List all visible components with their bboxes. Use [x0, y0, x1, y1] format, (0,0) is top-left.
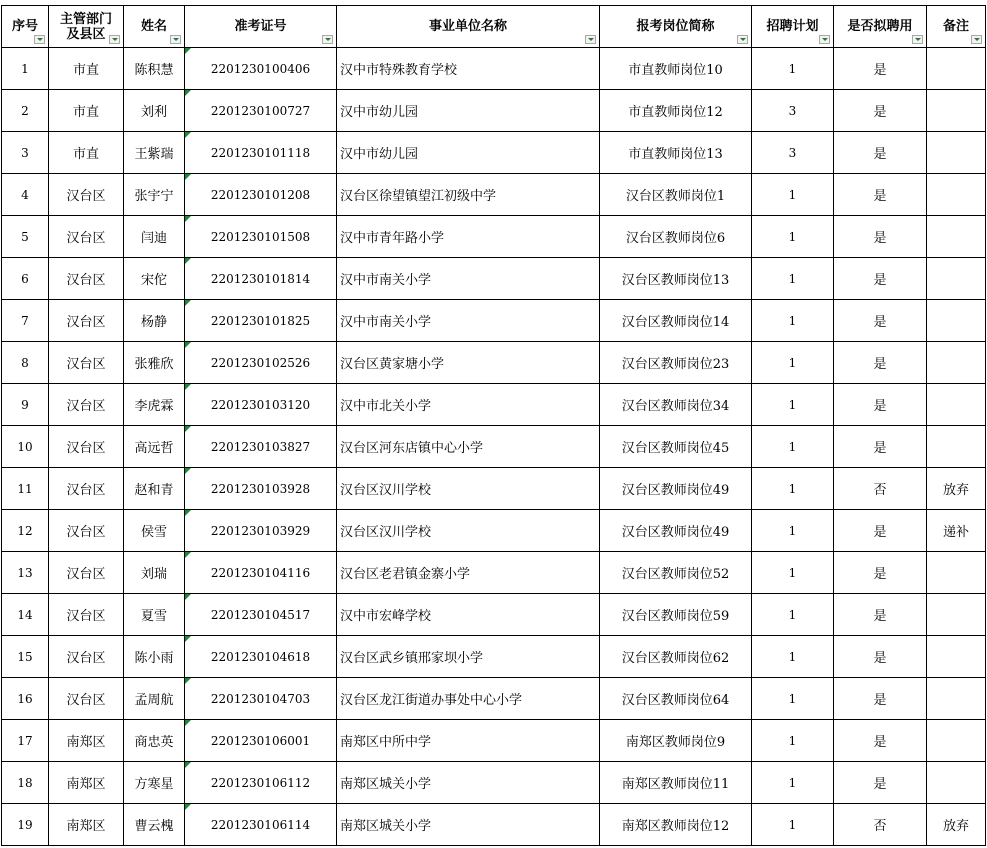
text-number-marker-icon [185, 426, 191, 432]
column-header-name [124, 6, 185, 48]
cell-exam-id[interactable]: 2201230103929 [185, 510, 337, 552]
cell-remark[interactable] [927, 174, 986, 216]
cell-exam-id[interactable]: 2201230103120 [185, 384, 337, 426]
cell-unit-name[interactable]: 汉中市南关小学 [337, 258, 600, 300]
table-row [2, 48, 986, 90]
column-header-label: 准考证号 [234, 19, 287, 34]
table-row [2, 510, 986, 552]
cell-seq[interactable]: 4 [2, 174, 49, 216]
column-header-department [49, 6, 124, 48]
cell-remark[interactable] [927, 258, 986, 300]
cell-plan[interactable]: 1 [752, 636, 834, 678]
cell-seq[interactable]: 13 [2, 552, 49, 594]
cell-department[interactable]: 南郑区 [49, 720, 124, 762]
table-row [2, 132, 986, 174]
cell-remark[interactable] [927, 636, 986, 678]
table-row [2, 174, 986, 216]
cell-position[interactable]: 汉台区教师岗位52 [600, 552, 752, 594]
cell-unit-name[interactable]: 汉台区武乡镇邢家坝小学 [337, 636, 600, 678]
table-row [2, 426, 986, 468]
filter-dropdown-icon[interactable] [585, 35, 596, 44]
column-header-label: 事业单位名称 [428, 19, 507, 34]
cell-seq[interactable]: 3 [2, 132, 49, 174]
cell-exam-id[interactable]: 2201230104116 [185, 552, 337, 594]
cell-hire[interactable]: 是 [834, 426, 927, 468]
cell-plan[interactable]: 1 [752, 48, 834, 90]
cell-name[interactable]: 商忠英 [124, 720, 185, 762]
cell-plan[interactable]: 1 [752, 342, 834, 384]
column-header-label: 主管部门 及县区 [59, 11, 112, 42]
cell-plan[interactable]: 1 [752, 426, 834, 468]
cell-position[interactable]: 市直教师岗位10 [600, 48, 752, 90]
cell-position[interactable]: 汉台区教师岗位13 [600, 258, 752, 300]
cell-exam-id[interactable]: 2201230104517 [185, 594, 337, 636]
cell-remark[interactable] [927, 426, 986, 468]
cell-hire[interactable]: 是 [834, 720, 927, 762]
cell-department[interactable]: 汉台区 [49, 678, 124, 720]
cell-remark[interactable] [927, 594, 986, 636]
cell-department[interactable]: 汉台区 [49, 300, 124, 342]
cell-department[interactable]: 南郑区 [49, 762, 124, 804]
cell-position[interactable]: 汉台区教师岗位23 [600, 342, 752, 384]
cell-remark[interactable] [927, 342, 986, 384]
cell-department[interactable]: 汉台区 [49, 342, 124, 384]
cell-seq[interactable]: 10 [2, 426, 49, 468]
cell-name[interactable]: 杨静 [124, 300, 185, 342]
cell-department[interactable]: 汉台区 [49, 468, 124, 510]
cell-position[interactable]: 南郑区教师岗位9 [600, 720, 752, 762]
cell-name[interactable]: 王紫瑞 [124, 132, 185, 174]
filter-dropdown-icon[interactable] [170, 35, 181, 44]
cell-exam-id[interactable]: 2201230100727 [185, 90, 337, 132]
cell-position[interactable]: 南郑区教师岗位12 [600, 804, 752, 846]
cell-unit-name[interactable]: 汉中市南关小学 [337, 300, 600, 342]
cell-position[interactable]: 汉台区教师岗位6 [600, 216, 752, 258]
filter-dropdown-icon[interactable] [109, 35, 120, 44]
cell-unit-name[interactable]: 汉台区汉川学校 [337, 510, 600, 552]
cell-unit-name[interactable]: 汉台区汉川学校 [337, 468, 600, 510]
cell-department[interactable]: 汉台区 [49, 216, 124, 258]
cell-name[interactable]: 赵和青 [124, 468, 185, 510]
cell-department[interactable]: 市直 [49, 90, 124, 132]
results-table [1, 5, 986, 846]
cell-hire[interactable]: 是 [834, 216, 927, 258]
text-number-marker-icon [185, 174, 191, 180]
cell-department[interactable]: 汉台区 [49, 258, 124, 300]
cell-seq[interactable]: 14 [2, 594, 49, 636]
cell-exam-id[interactable]: 2201230106112 [185, 762, 337, 804]
cell-name[interactable]: 陈小雨 [124, 636, 185, 678]
cell-department[interactable]: 汉台区 [49, 426, 124, 468]
cell-unit-name[interactable]: 汉台区老君镇金寨小学 [337, 552, 600, 594]
cell-position[interactable]: 汉台区教师岗位45 [600, 426, 752, 468]
cell-seq[interactable]: 18 [2, 762, 49, 804]
cell-hire[interactable]: 是 [834, 384, 927, 426]
cell-exam-id[interactable]: 2201230106001 [185, 720, 337, 762]
cell-unit-name[interactable]: 汉中市幼儿园 [337, 132, 600, 174]
cell-unit-name[interactable]: 汉中市青年路小学 [337, 216, 600, 258]
table-row [2, 636, 986, 678]
table-row [2, 300, 986, 342]
cell-name[interactable]: 李虎霖 [124, 384, 185, 426]
cell-plan[interactable]: 1 [752, 300, 834, 342]
cell-department[interactable]: 汉台区 [49, 594, 124, 636]
cell-hire[interactable]: 是 [834, 342, 927, 384]
text-number-marker-icon [185, 510, 191, 516]
cell-exam-id[interactable]: 2201230100406 [185, 48, 337, 90]
cell-seq[interactable]: 1 [2, 48, 49, 90]
cell-plan[interactable]: 1 [752, 174, 834, 216]
cell-position[interactable]: 汉台区教师岗位64 [600, 678, 752, 720]
cell-plan[interactable]: 1 [752, 678, 834, 720]
table-row [2, 678, 986, 720]
cell-name[interactable]: 刘利 [124, 90, 185, 132]
cell-plan[interactable]: 3 [752, 132, 834, 174]
column-header-label: 招聘计划 [766, 19, 819, 34]
table-row [2, 384, 986, 426]
table-row [2, 90, 986, 132]
cell-name[interactable]: 张宇宁 [124, 174, 185, 216]
cell-seq[interactable]: 7 [2, 300, 49, 342]
cell-department[interactable]: 汉台区 [49, 510, 124, 552]
cell-remark[interactable] [927, 90, 986, 132]
cell-name[interactable]: 刘瑞 [124, 552, 185, 594]
table-row [2, 216, 986, 258]
cell-hire[interactable]: 否 [834, 804, 927, 846]
cell-seq[interactable]: 8 [2, 342, 49, 384]
cell-remark[interactable] [927, 552, 986, 594]
text-number-marker-icon [185, 90, 191, 96]
cell-hire[interactable]: 否 [834, 468, 927, 510]
cell-remark[interactable]: 放弃 [927, 468, 986, 510]
cell-position[interactable]: 汉台区教师岗位49 [600, 510, 752, 552]
cell-exam-id[interactable]: 2201230106114 [185, 804, 337, 846]
cell-seq[interactable]: 6 [2, 258, 49, 300]
cell-hire[interactable]: 是 [834, 594, 927, 636]
column-header-remark [927, 6, 986, 48]
column-header-label: 是否拟聘用 [847, 19, 913, 34]
cell-plan[interactable]: 1 [752, 552, 834, 594]
cell-plan[interactable]: 1 [752, 762, 834, 804]
cell-plan[interactable]: 1 [752, 594, 834, 636]
cell-position[interactable]: 汉台区教师岗位49 [600, 468, 752, 510]
cell-exam-id[interactable]: 2201230101208 [185, 174, 337, 216]
table-row [2, 258, 986, 300]
text-number-marker-icon [185, 720, 191, 726]
text-number-marker-icon [185, 48, 191, 54]
cell-exam-id[interactable]: 2201230104703 [185, 678, 337, 720]
cell-hire[interactable]: 是 [834, 174, 927, 216]
table-row [2, 804, 986, 846]
cell-department[interactable]: 汉台区 [49, 174, 124, 216]
cell-unit-name[interactable]: 南郑区城关小学 [337, 804, 600, 846]
cell-department[interactable]: 市直 [49, 132, 124, 174]
text-number-marker-icon [185, 804, 191, 810]
cell-plan[interactable]: 1 [752, 468, 834, 510]
cell-name[interactable]: 夏雪 [124, 594, 185, 636]
cell-remark[interactable] [927, 132, 986, 174]
column-header-exam-id [185, 6, 337, 48]
cell-seq[interactable]: 17 [2, 720, 49, 762]
filter-dropdown-icon[interactable] [819, 35, 830, 44]
text-number-marker-icon [185, 132, 191, 138]
cell-unit-name[interactable]: 南郑区城关小学 [337, 762, 600, 804]
cell-name[interactable]: 闫迪 [124, 216, 185, 258]
cell-unit-name[interactable]: 汉中市幼儿园 [337, 90, 600, 132]
cell-hire[interactable]: 是 [834, 678, 927, 720]
cell-remark[interactable] [927, 48, 986, 90]
cell-position[interactable]: 市直教师岗位13 [600, 132, 752, 174]
table-row [2, 342, 986, 384]
cell-remark[interactable] [927, 384, 986, 426]
text-number-marker-icon [185, 342, 191, 348]
cell-exam-id[interactable]: 2201230101814 [185, 258, 337, 300]
cell-exam-id[interactable]: 2201230103928 [185, 468, 337, 510]
cell-plan[interactable]: 1 [752, 720, 834, 762]
cell-position[interactable]: 汉台区教师岗位62 [600, 636, 752, 678]
cell-unit-name[interactable]: 汉台区徐望镇望江初级中学 [337, 174, 600, 216]
cell-unit-name[interactable]: 汉中市北关小学 [337, 384, 600, 426]
text-number-marker-icon [185, 552, 191, 558]
cell-exam-id[interactable]: 2201230102526 [185, 342, 337, 384]
text-number-marker-icon [185, 762, 191, 768]
cell-plan[interactable]: 1 [752, 804, 834, 846]
filter-dropdown-icon[interactable] [912, 35, 923, 44]
cell-department[interactable]: 市直 [49, 48, 124, 90]
cell-plan[interactable]: 1 [752, 384, 834, 426]
cell-plan[interactable]: 1 [752, 510, 834, 552]
cell-department[interactable]: 汉台区 [49, 636, 124, 678]
filter-dropdown-icon[interactable] [34, 35, 45, 44]
text-number-marker-icon [185, 468, 191, 474]
cell-department[interactable]: 汉台区 [49, 552, 124, 594]
text-number-marker-icon [185, 678, 191, 684]
cell-exam-id[interactable]: 2201230101118 [185, 132, 337, 174]
cell-exam-id[interactable]: 2201230101508 [185, 216, 337, 258]
column-header-hire [834, 6, 927, 48]
column-header-label: 报考岗位简称 [636, 19, 715, 34]
column-header-label: 姓名 [140, 19, 167, 34]
cell-remark[interactable] [927, 216, 986, 258]
cell-position[interactable]: 市直教师岗位12 [600, 90, 752, 132]
cell-position[interactable]: 汉台区教师岗位59 [600, 594, 752, 636]
cell-unit-name[interactable]: 汉中市特殊教育学校 [337, 48, 600, 90]
cell-unit-name[interactable]: 汉台区黄家塘小学 [337, 342, 600, 384]
cell-name[interactable]: 陈积慧 [124, 48, 185, 90]
filter-dropdown-icon[interactable] [322, 35, 333, 44]
filter-dropdown-icon[interactable] [971, 35, 982, 44]
cell-plan[interactable]: 3 [752, 90, 834, 132]
cell-hire[interactable]: 是 [834, 48, 927, 90]
filter-dropdown-icon[interactable] [737, 35, 748, 44]
table-row [2, 762, 986, 804]
column-header-unit-name [337, 6, 600, 48]
cell-hire[interactable]: 是 [834, 258, 927, 300]
cell-name[interactable]: 侯雪 [124, 510, 185, 552]
table-row [2, 468, 986, 510]
cell-remark[interactable]: 放弃 [927, 804, 986, 846]
cell-seq[interactable]: 11 [2, 468, 49, 510]
cell-exam-id[interactable]: 2201230104618 [185, 636, 337, 678]
column-header-label: 序号 [11, 19, 38, 34]
cell-unit-name[interactable]: 汉台区河东店镇中心小学 [337, 426, 600, 468]
cell-exam-id[interactable]: 2201230103827 [185, 426, 337, 468]
cell-exam-id[interactable]: 2201230101825 [185, 300, 337, 342]
cell-name[interactable]: 曹云槐 [124, 804, 185, 846]
column-header-seq [2, 6, 49, 48]
column-header-label: 备注 [942, 19, 969, 34]
text-number-marker-icon [185, 216, 191, 222]
table-body [2, 48, 986, 846]
cell-position[interactable]: 汉台区教师岗位1 [600, 174, 752, 216]
column-header-plan [752, 6, 834, 48]
text-number-marker-icon [185, 258, 191, 264]
table-row [2, 594, 986, 636]
cell-position[interactable]: 汉台区教师岗位14 [600, 300, 752, 342]
cell-seq[interactable]: 5 [2, 216, 49, 258]
cell-hire[interactable]: 是 [834, 762, 927, 804]
cell-department[interactable]: 南郑区 [49, 804, 124, 846]
cell-remark[interactable]: 递补 [927, 510, 986, 552]
cell-unit-name[interactable]: 南郑区中所中学 [337, 720, 600, 762]
cell-hire[interactable]: 是 [834, 510, 927, 552]
cell-hire[interactable]: 是 [834, 636, 927, 678]
cell-plan[interactable]: 1 [752, 216, 834, 258]
cell-remark[interactable] [927, 300, 986, 342]
cell-hire[interactable]: 是 [834, 90, 927, 132]
text-number-marker-icon [185, 594, 191, 600]
cell-unit-name[interactable]: 汉台区龙江街道办事处中心小学 [337, 678, 600, 720]
cell-seq[interactable]: 12 [2, 510, 49, 552]
cell-remark[interactable] [927, 720, 986, 762]
cell-hire[interactable]: 是 [834, 132, 927, 174]
cell-department[interactable]: 汉台区 [49, 384, 124, 426]
cell-seq[interactable]: 2 [2, 90, 49, 132]
table-row [2, 720, 986, 762]
cell-remark[interactable] [927, 678, 986, 720]
text-number-marker-icon [185, 300, 191, 306]
cell-seq[interactable]: 19 [2, 804, 49, 846]
cell-name[interactable]: 张雅欣 [124, 342, 185, 384]
cell-remark[interactable] [927, 762, 986, 804]
text-number-marker-icon [185, 384, 191, 390]
table-header [2, 6, 986, 48]
cell-unit-name[interactable]: 汉中市宏峰学校 [337, 594, 600, 636]
cell-seq[interactable]: 9 [2, 384, 49, 426]
cell-name[interactable]: 孟周航 [124, 678, 185, 720]
cell-name[interactable]: 高远哲 [124, 426, 185, 468]
cell-position[interactable]: 南郑区教师岗位11 [600, 762, 752, 804]
cell-name[interactable]: 方寒星 [124, 762, 185, 804]
column-header-position [600, 6, 752, 48]
cell-hire[interactable]: 是 [834, 300, 927, 342]
text-number-marker-icon [185, 636, 191, 642]
cell-hire[interactable]: 是 [834, 552, 927, 594]
table-row [2, 552, 986, 594]
cell-seq[interactable]: 16 [2, 678, 49, 720]
cell-plan[interactable]: 1 [752, 258, 834, 300]
cell-seq[interactable]: 15 [2, 636, 49, 678]
cell-position[interactable]: 汉台区教师岗位34 [600, 384, 752, 426]
cell-name[interactable]: 宋佗 [124, 258, 185, 300]
